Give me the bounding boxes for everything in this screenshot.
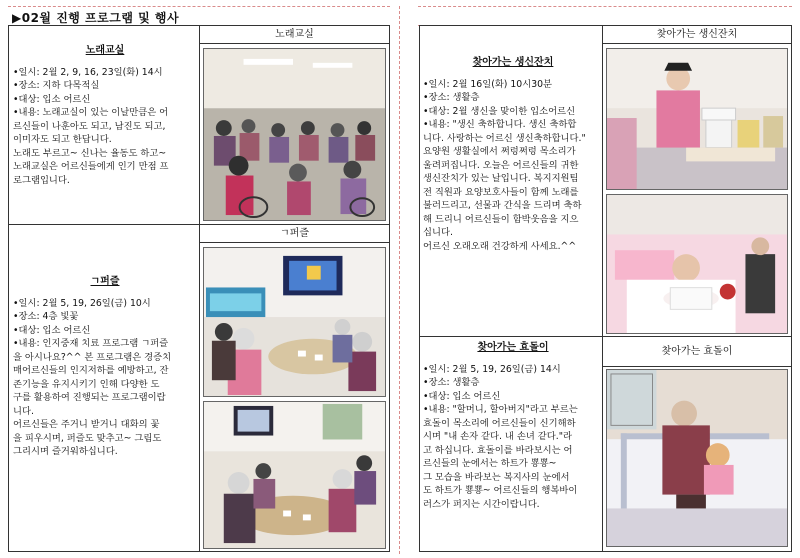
birthday-line: •대상: 2월 생신을 맞이한 입소어르신 [423,105,576,117]
doll-line: •대상: 입소 어르신 [423,390,501,402]
singing-title: 노래교실 [85,45,125,56]
birthday-photo-1 [606,48,788,190]
puzzle-line: 을 피우시며, 퍼즐도 맞추고~ 그림도 [13,432,162,444]
birthday-line: •내용: "생신 축하합니다. 생신 축하합 [423,119,577,130]
birthday-line: •장소: 생활층 [423,92,480,103]
puzzle-caption: ㄱ퍼즐 [200,225,389,243]
section-header-right [418,6,792,26]
birthday-title: 찾아가는 생신잔치 [472,57,554,68]
section-header [8,6,390,26]
puzzle-line: 니다. [13,405,34,417]
doll-caption: 찾아가는 효돌이 [603,337,791,367]
puzzle-line: •내용: 인지중재 치료 프로그램 ㄱ퍼즐 [13,338,169,349]
birthday-line: 생신잔치가 있는 날입니다. 복지지원팀 [423,173,579,184]
birthday-line: 전 직원과 요양보호사들이 함께 노래를 [423,186,579,198]
birthday-line: 울려퍼집니다. 오늘은 어르신들의 귀한 [423,159,579,171]
singing-caption: 노래교실 [200,26,389,44]
birthday-line: 십니다. [423,227,453,238]
birthday-photo-cell [602,25,792,337]
puzzle-body [13,297,197,459]
puzzle-photo-cell [199,224,390,552]
birthday-line: 해 드리니 어르신들이 함박웃음을 지으 [423,213,579,225]
singing-line: •장소: 지하 다목적실 [13,80,100,91]
puzzle-line: 존기능을 유지시키기 인해 다양한 도 [13,378,160,390]
puzzle-line: 을 아시나요?^^ 본 프로그램은 경증치 [13,351,172,363]
birthday-line: 요양원 생활실에서 쩌렁쩌렁 목소리가 [423,146,576,157]
puzzle-line: •장소: 4층 빛꽃 [13,311,79,322]
birthday-photo-2 [606,194,788,334]
singing-line: •내용: 노래교실이 있는 이날만큼은 어 [13,107,169,118]
puzzle-text-cell [8,224,200,552]
doll-photo-cell [602,336,792,552]
puzzle-line: •대상: 입소 어르신 [13,324,91,336]
singing-line: •대상: 입소 어르신 [13,93,91,105]
puzzle-line: 그리시며 즐거워하십니다. [13,446,118,457]
singing-line: •일시: 2월 2, 9, 16, 23일(화) 14시 [13,66,163,78]
singing-line: 노래도 부르고~ 신나는 율동도 하고~ [13,147,167,159]
birthday-text-cell [419,25,603,337]
doll-line: 그 모습을 바라보는 복지사의 눈에서 [423,471,570,483]
fold-line [399,6,400,554]
birthday-line: 불러드리고, 선물과 간식을 드리며 축하 [423,200,582,211]
birthday-line: 니다. 사랑하는 어르신 생신축하합니다." [423,132,586,144]
doll-body [423,363,603,512]
doll-line: •장소: 생활층 [423,377,480,388]
doll-line: •내용: "할머니, 할아버지"라고 부르는 [423,404,578,415]
singing-line: 르신들이 나훈아도 되고, 남진도 되고, [13,120,166,132]
puzzle-line: •일시: 2월 5, 19, 26일(금) 10시 [13,297,151,309]
singing-photo [203,48,386,221]
doll-line: 르신들의 눈에서는 하트가 뿅뿅~ [423,458,557,469]
puzzle-line: 매어르신들의 인지저하를 예방하고, 잔 [13,365,169,376]
doll-line: 시며 "내 손자 같다. 내 손녀 같다."라 [423,431,572,442]
section-title: ▶02월 진행 프로그램 및 행사 [12,11,180,25]
doll-line: 러스가 퍼지는 시간이랍니다. [423,498,540,510]
doll-title: 찾아가는 효돌이 [477,342,549,353]
doll-line: 도 하트가 뿅뿅~ 어르신들의 행복바이 [423,485,578,496]
doll-line: •일시: 2월 5, 19, 26일(금) 14시 [423,363,561,375]
singing-photo-cell [199,25,390,225]
puzzle-line: 어르신들은 주거니 받거니 대화의 꽃 [13,419,160,430]
birthday-caption: 찾아가는 생신잔치 [603,26,791,44]
birthday-body [423,78,603,254]
singing-line: 로그램입니다. [13,174,70,186]
puzzle-line: 구를 활용하여 진행되는 프로그램이랍 [13,392,166,403]
doll-photo [606,369,788,547]
puzzle-photo-2 [203,401,386,549]
singing-text-cell [8,25,200,225]
puzzle-photo-1 [203,247,386,397]
singing-line: 이미자도 되고 한답니다. [13,134,112,145]
singing-line: 노래교실은 어르신들에게 인기 만점 프 [13,161,169,172]
doll-line: 효돌이 목소리에 어르신들이 신기해하 [423,417,576,429]
birthday-line: •일시: 2월 16일(화) 10시30분 [423,78,553,90]
puzzle-title: ㄱ퍼즐 [90,276,120,287]
birthday-line: 어르신 오래오래 건강하게 사세요.^^ [423,240,577,252]
doll-text-cell [419,336,603,552]
singing-body [13,66,197,188]
doll-line: 고 하십니다. 효돌이를 바라보시는 어 [423,444,573,456]
